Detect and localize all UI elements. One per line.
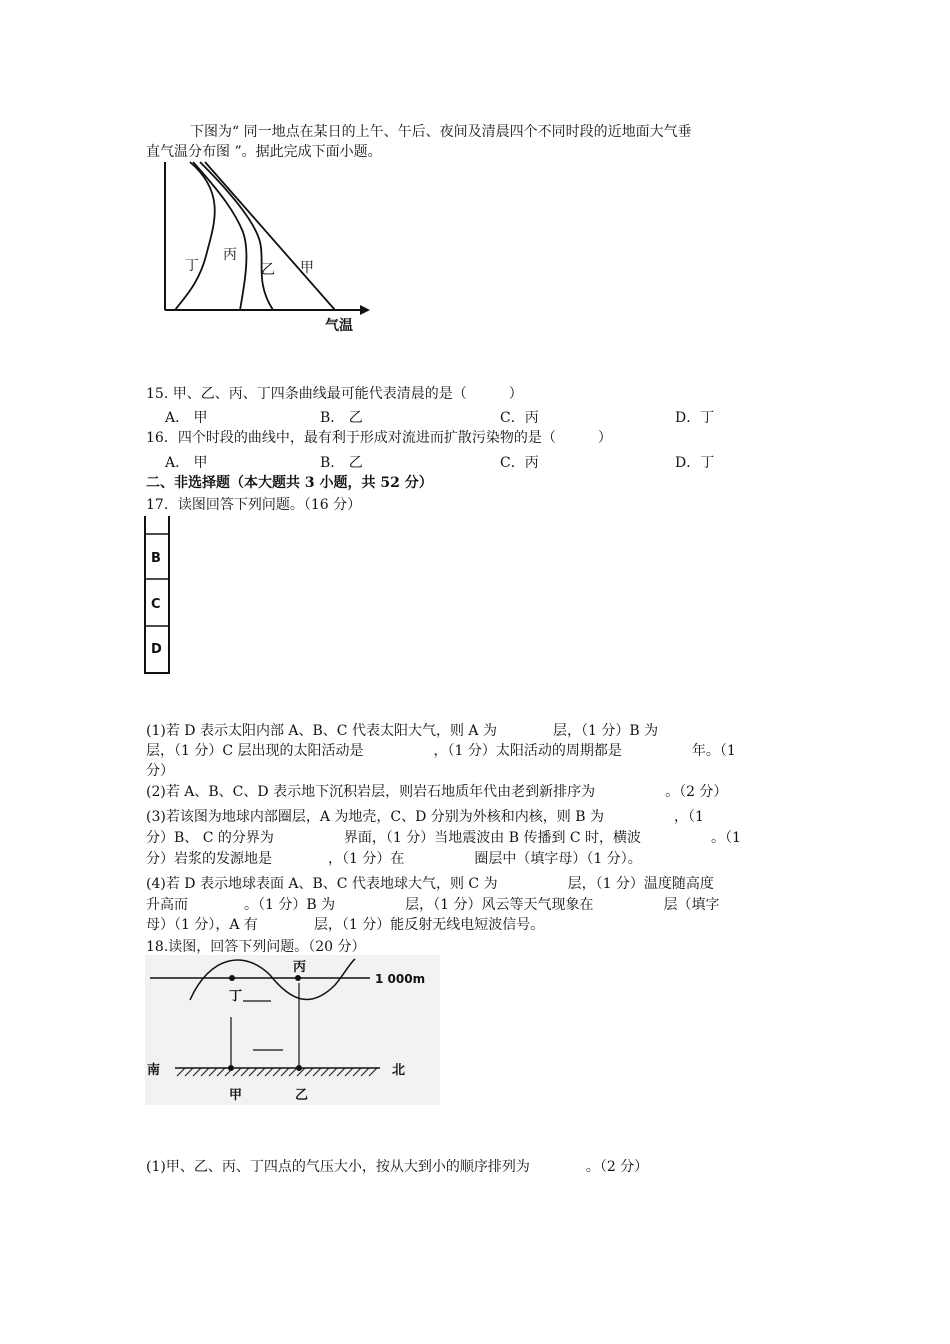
q16-option-c: C．丙 [500,455,539,471]
curve-jia [205,162,335,310]
layer-c-label: C [151,597,161,612]
q16-option-b: B． 乙 [320,455,363,471]
label-bing: 丙 [223,247,237,263]
q17-part3-line1: (3)若该图为地球内部圈层，A 为地壳，C、D 分别为外核和内核，则 B 为 ，（1 [146,809,704,825]
point-jia [228,1065,234,1071]
intro-line-1: 下图为“ 同一地点在某日的上午、午后、夜间及清晨四个不同时段的近地面大气垂 [190,124,692,140]
q17-part4-line3: 母）（1 分），A 有 层，（1 分）能反射无线电短波信号。 [146,917,545,933]
q17-stem: 17．读图回答下列问题。（16 分） [146,497,362,513]
intro-line-2: 直气温分布图 ”。据此完成下面小题。 [146,144,382,160]
q18-stem: 18.读图，回答下列问题。（20 分） [146,939,366,955]
q18-part1: (1)甲、乙、丙、丁四点的气压大小，按从大到小的顺序排列为 。（2 分） [146,1159,649,1175]
label-north: 北 [392,1063,406,1078]
q17-part4-line1: (4)若 D 表示地球表面 A、B、C 代表地球大气，则 C 为 层，（1 分）温度随高度 [146,876,714,892]
q18-pressure-diagram [145,955,440,1105]
q17-part4-line2: 升高而 。（1 分）B 为 层，（1 分）风云等天气现象在 层（填字 [146,897,720,913]
label-yi: 乙 [295,1088,309,1103]
label-yi: 乙 [261,262,275,278]
q16-option-a: A． 甲 [165,455,208,471]
section-2-title: 二、非选择题（本大题共 3 小题，共 52 分） [146,475,433,491]
label-height: 1 000m [375,972,426,986]
label-ding: 丁 [185,258,199,274]
layer-b-label: B [151,551,161,566]
q17-part1-line1: (1)若 D 表示太阳内部 A、B、C 代表太阳大气，则 A 为 层，（1 分）B 为 [146,723,659,739]
q17-part3-line3: 分）岩浆的发源地是 ，（1 分）在 圈层中（填字母）（1 分）。 [146,851,642,867]
label-jia: 甲 [300,260,314,276]
label-bing: 丙 [293,960,307,975]
point-ding [229,975,235,981]
q16-option-d: D．丁 [675,455,715,471]
point-bing [295,975,301,981]
curve-ding [175,162,215,310]
q17-part1-line3: 分） [146,763,174,779]
q15-stem: 15. 甲、乙、丙、丁四条曲线最可能代表清晨的是（ ） [146,386,523,402]
label-ding: 丁 [229,989,243,1004]
q16-stem: 16．四个时段的曲线中，最有利于形成对流进而扩散污染物的是（ ） [146,430,612,446]
q17-part1-line2: 层，（1 分）C 层出现的太阳活动是 ，（1 分）太阳活动的周期都是 年。（1 [146,743,736,759]
label-south: 南 [147,1063,161,1078]
curve-bing [193,162,246,310]
point-yi [296,1065,302,1071]
layer-d-label: D [151,642,162,657]
q15-option-a: A． 甲 [165,410,208,426]
q15-option-d: D．丁 [675,410,715,426]
q15-option-c: C．丙 [500,410,539,426]
q17-part2: (2)若 A、B、C、D 表示地下沉积岩层，则岩石地质年代由老到新排序为 。（2 分） [146,784,728,800]
q15-option-b: B． 乙 [320,410,363,426]
temperature-profile-figure [155,152,375,342]
x-axis-arrow [360,305,370,315]
axis-label-temperature: 气温 [325,318,353,334]
q17-part3-line2: 分）B、 C 的分界为 界面，（1 分）当地震波由 B 传播到 C 时，横波 。（1 [146,830,741,846]
q17-layer-diagram [143,516,173,676]
label-jia: 甲 [229,1088,243,1103]
